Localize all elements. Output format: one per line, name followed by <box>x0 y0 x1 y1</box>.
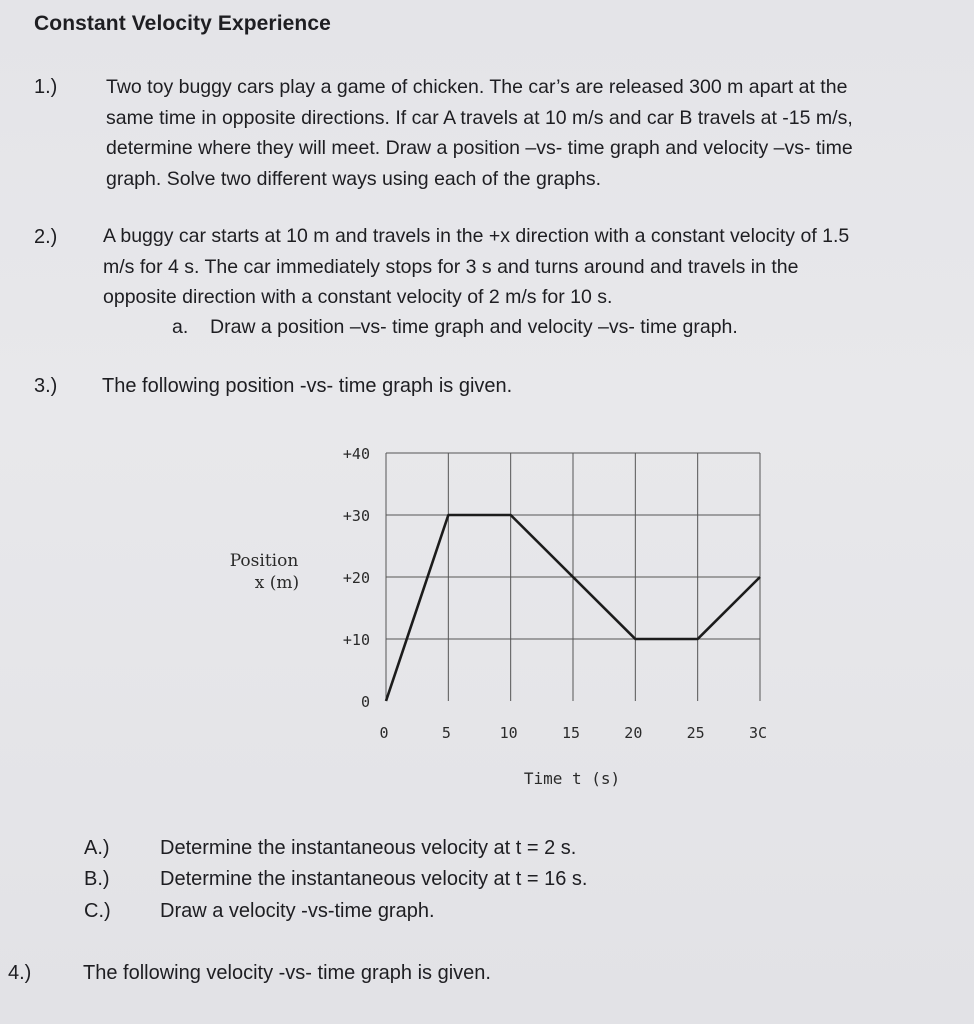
question-1-line: Two toy buggy cars play a game of chicken. The car’s are released 300 m apart at the <box>106 76 848 98</box>
x-axis-label: Time t (s) <box>523 769 621 788</box>
item-a-letter: A.) <box>84 837 110 859</box>
item-c-letter: C.) <box>84 900 111 922</box>
question-1-number: 1.) <box>34 76 58 98</box>
item-c-text: Draw a velocity -vs-time graph. <box>160 900 435 922</box>
y-tick-label: +40 <box>342 445 370 463</box>
question-2-sub-letter: a. <box>172 316 189 338</box>
x-tick-label: 20 <box>624 724 643 742</box>
x-tick-label: 0 <box>379 724 389 742</box>
question-2-line: A buggy car starts at 10 m and travels in the +x direction with a constant velocity of 1.5 <box>103 225 850 247</box>
question-4-number: 4.) <box>8 962 32 984</box>
question-1-line: same time in opposite directions. If car A travels at 10 m/s and car B travels at -15 m/s, <box>106 106 853 129</box>
question-3-text: The following position -vs- time graph is given. <box>102 375 513 397</box>
x-tick-label: 15 <box>561 724 581 742</box>
question-2-line: opposite direction with a constant velocity of 2 m/s for 10 s. <box>103 286 613 308</box>
question-2-number: 2.) <box>34 226 58 248</box>
question-2-line: m/s for 4 s. The car immediately stops for 3 s and turns around and travels in the <box>103 255 799 278</box>
y-tick-label: +10 <box>342 631 370 649</box>
question-3-number: 3.) <box>34 375 58 397</box>
y-tick-label: 0 <box>360 693 370 711</box>
question-4-text: The following velocity -vs- time graph is given. <box>83 962 491 984</box>
question-1-line: determine where they will meet. Draw a position –vs- time graph and velocity –vs- time <box>106 137 853 159</box>
question-1-line: graph. Solve two different ways using each of the graphs. <box>106 167 602 190</box>
page-title: Constant Velocity Experience <box>34 12 331 35</box>
y-tick-label: +20 <box>342 569 370 587</box>
y-axis-label-line1: Position <box>229 551 299 571</box>
item-b-text: Determine the instantaneous velocity at t = 16 s. <box>160 868 588 890</box>
y-axis-label-line2: x (m) <box>254 573 300 593</box>
question-2-sub-text: Draw a position –vs- time graph and velocity –vs- time graph. <box>210 316 738 338</box>
x-tick-label: 25 <box>686 724 705 742</box>
x-tick-label: 3C <box>748 724 768 742</box>
y-tick-label: +30 <box>342 507 370 525</box>
x-tick-label: 10 <box>499 724 518 742</box>
item-b-letter: B.) <box>84 868 110 890</box>
x-tick-label: 5 <box>441 724 451 742</box>
item-a-text: Determine the instantaneous velocity at t = 2 s. <box>160 837 577 859</box>
